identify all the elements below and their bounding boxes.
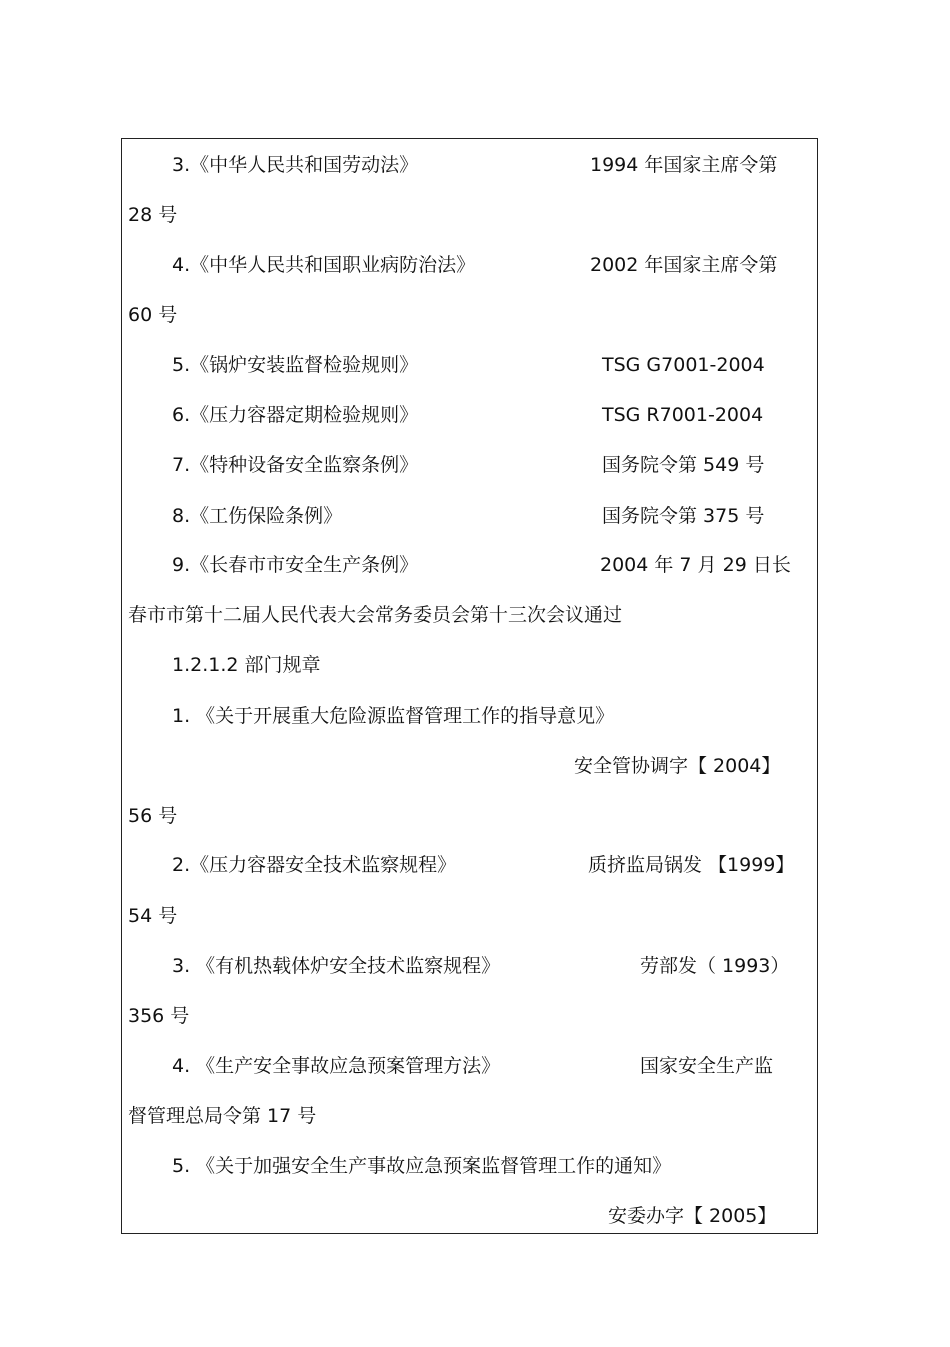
law-5-title: 5.《锅炉安装监督检验规则》 [172, 354, 419, 376]
law-4-title: 4.《中华人民共和国职业病防治法》 [172, 254, 476, 276]
section-heading: 1.2.1.2 部门规章 [172, 654, 321, 676]
law-4-ref-cont: 60 号 [128, 304, 178, 326]
law-7-ref: 国务院令第 549 号 [602, 454, 765, 476]
law-4-ref: 2002 年国家主席令第 [590, 254, 778, 276]
regulation-2-ref: 质挤监局锅发 【1999】 [588, 854, 795, 876]
law-5-ref: TSG G7001-2004 [602, 354, 765, 376]
law-6-ref: TSG R7001-2004 [602, 404, 764, 426]
regulation-4-title: 4. 《生产安全事故应急预案管理方法》 [172, 1055, 501, 1077]
regulation-5-ref: 安委办字【 2005】 [608, 1205, 777, 1227]
law-3-ref-cont: 28 号 [128, 204, 178, 226]
law-8-title: 8.《工伤保险条例》 [172, 505, 343, 527]
law-6-title: 6.《压力容器定期检验规则》 [172, 404, 419, 426]
regulation-1-ref: 安全管协调字【 2004】 [574, 755, 781, 777]
law-9-title: 9.《长春市市安全生产条例》 [172, 554, 419, 576]
regulation-1-title: 1. 《关于开展重大危险源监督管理工作的指导意见》 [172, 705, 615, 727]
regulation-4-ref-cont: 督管理总局令第 17 号 [128, 1105, 317, 1127]
regulation-5-title: 5. 《关于加强安全生产事故应急预案监督管理工作的通知》 [172, 1155, 672, 1177]
law-9-ref: 2004 年 7 月 29 日长 [600, 554, 791, 576]
regulation-3-ref: 劳部发（ 1993） [640, 955, 790, 977]
law-3-title: 3.《中华人民共和国劳动法》 [172, 154, 419, 176]
law-9-ref-cont: 春市市第十二届人民代表大会常务委员会第十三次会议通过 [128, 604, 623, 626]
regulation-2-ref-cont: 54 号 [128, 905, 178, 927]
regulation-3-ref-cont: 356 号 [128, 1005, 190, 1027]
regulation-1-ref-cont: 56 号 [128, 805, 178, 827]
regulation-4-ref: 国家安全生产监 [640, 1055, 774, 1077]
law-8-ref: 国务院令第 375 号 [602, 505, 765, 527]
law-3-ref: 1994 年国家主席令第 [590, 154, 778, 176]
regulation-3-title: 3. 《有机热载体炉安全技术监察规程》 [172, 955, 501, 977]
law-7-title: 7.《特种设备安全监察条例》 [172, 454, 419, 476]
regulation-2-title: 2.《压力容器安全技术监察规程》 [172, 854, 457, 876]
